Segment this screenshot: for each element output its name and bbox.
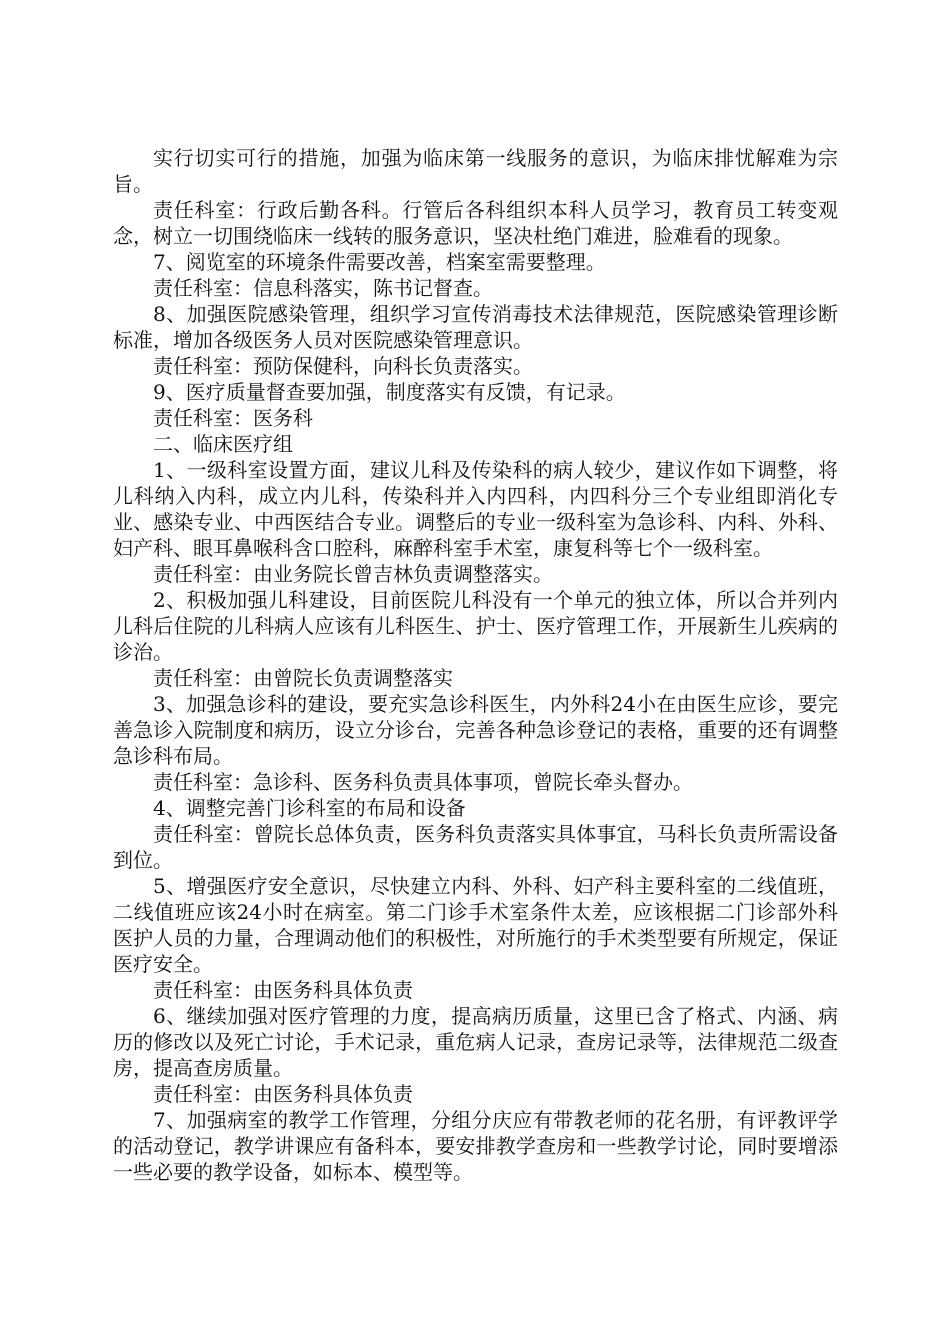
- paragraph: 实行切实可行的措施，加强为临床第一线服务的意识，为临床排忧解难为宗旨。: [113, 146, 838, 196]
- section-heading: 二、临床医疗组: [153, 432, 293, 456]
- document-body: [113, 145, 838, 1185]
- paragraph: 7、加强病室的教学工作管理，分组分庆应有带教老师的花名册，有评教评学的活动登记，教学讲课应有备科本，要安排教学查房和一些教学讨论，同时要增添一些必要的教学设备，如标本、模型等。: [113, 1108, 838, 1184]
- paragraph: 7、阅览室的环境条件需要改善，档案室需要整理。: [153, 250, 606, 274]
- paragraph: 责任科室：由医务科具体负责: [153, 978, 413, 1002]
- paragraph: 责任科室：预防保健科，向科长负责落实。: [153, 354, 533, 378]
- paragraph: 责任科室：曾院长总体负责，医务科负责落实具体事宜，马科长负责所需设备到位。: [113, 822, 838, 872]
- paragraph: 2、积极加强儿科建设，目前医院儿科没有一个单元的独立体，所以合并列内儿科后住院的儿科病人应该有儿科医生、护士、医疗管理工作，开展新生儿疾病的诊治。: [113, 588, 838, 664]
- paragraph: 责任科室：信息科落实，陈书记督查。: [153, 276, 493, 300]
- paragraph: 责任科室：由业务院长曾吉林负责调整落实。: [153, 562, 553, 586]
- paragraph: 3、加强急诊科的建设，要充实急诊科医生，内外科24小在由医生应诊，要完善急诊入院制度和病历，设立分诊台，完善各种急诊登记的表格，重要的还有调整急诊科布局。: [113, 692, 838, 768]
- paragraph: 4、调整完善门诊科室的布局和设备: [153, 796, 466, 820]
- paragraph: 6、继续加强对医疗管理的力度，提高病历质量，这里已含了格式、内涵、病历的修改以及死亡讨论，手术记录，重危病人记录，查房记录等，法律规范二级查房，提高查房质量。: [113, 1004, 838, 1080]
- paragraph: 责任科室：由曾院长负责调整落实: [153, 666, 453, 690]
- paragraph: 责任科室：急诊科、医务科负责具体事项，曾院长牵头督办。: [153, 770, 693, 794]
- paragraph: 8、加强医院感染管理，组织学习宣传消毒技术法律规范，医院感染管理诊断标准，增加各级医务人员对医院感染管理意识。: [113, 302, 838, 352]
- paragraph: 1、一级科室设置方面，建议儿科及传染科的病人较少，建议作如下调整，将儿科纳入内科，成立内儿科，传染科并入内四科，内四科分三个专业组即消化专业、感染专业、中西医结合专业。调整后的专业一级科室为急诊科、内科、外科、妇产科、眼耳鼻喉科含口腔科，麻醉科室手术室，康复科等七个一级科室。: [113, 458, 838, 560]
- paragraph: 5、增强医疗安全意识，尽快建立内科、外科、妇产科主要科室的二线值班，二线值班应该24小时在病室。第二门诊手术室条件太差，应该根据二门诊部外科医护人员的力量，合理调动他们的积极性，对所施行的手术类型要有所规定，保证医疗安全。: [113, 874, 838, 976]
- paragraph: 9、医疗质量督查要加强，制度落实有反馈，有记录。: [153, 380, 626, 404]
- paragraph: 责任科室：医务科: [153, 406, 313, 430]
- paragraph: 责任科室：由医务科具体负责: [153, 1082, 413, 1106]
- paragraph: 责任科室：行政后勤各科。行管后各科组织本科人员学习，教育员工转变观念，树立一切围绕临床一线转的服务意识，坚决杜绝门难进，脸难看的现象。: [113, 198, 838, 248]
